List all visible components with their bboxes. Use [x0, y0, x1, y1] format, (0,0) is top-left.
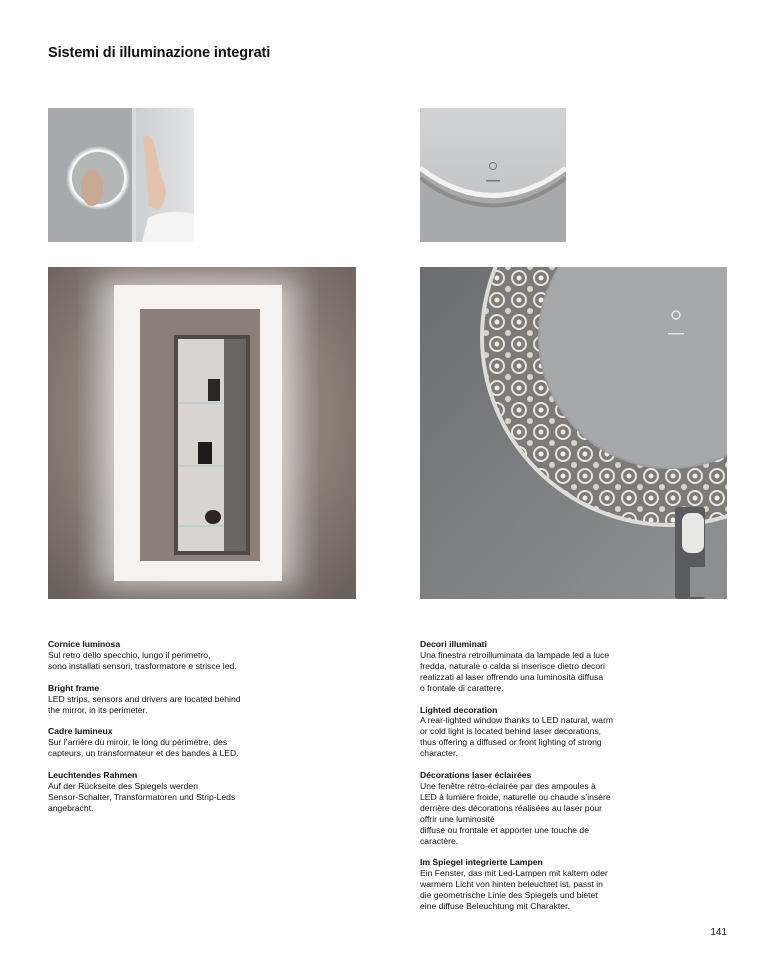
- block-line: realizzati al laser offrendo una luminosità diffusa: [420, 671, 604, 682]
- block-line: A rear-lighted window thanks to LED natural, warm: [420, 715, 613, 726]
- block-line: diffuse ou frontale et apporter une touche de: [420, 824, 589, 835]
- block-line: Une fenêtre rétro-éclairée par des ampoules à: [420, 780, 596, 791]
- block-line: die geometrische Linie des Spiegels und bietet: [420, 890, 598, 901]
- right-text-column: [420, 639, 720, 923]
- block-line: character.: [420, 748, 458, 759]
- block-line: angebracht.: [48, 802, 94, 813]
- block-line: o frontale di carattere.: [420, 682, 504, 693]
- text-block-bright-frame: [48, 683, 328, 716]
- block-line: Sur l’arrière du miroir, le long du périmètre, des: [48, 737, 228, 748]
- block-heading: Decori illuminati: [420, 639, 487, 649]
- page-number: 141: [710, 927, 727, 938]
- page-title: Sistemi di illuminazione integrati: [48, 45, 271, 61]
- block-heading: Lighted decoration: [420, 704, 498, 715]
- block-line: the mirror, in its perimeter.: [48, 704, 148, 715]
- block-line: fredda, naturale o calda si inserisce dietro decori: [420, 660, 605, 671]
- block-line: or cold light is located behind laser decorations,: [420, 726, 602, 737]
- block-heading: Im Spiegel integrierte Lampen: [420, 857, 543, 868]
- block-line: derrière des décorations réalisées au laser pour: [420, 802, 603, 813]
- sensor-hand-photo: [48, 108, 194, 242]
- block-line: thus offering a diffused or front lighting of strong: [420, 737, 602, 748]
- block-line: Ein Fenster, das mit Led-Lampen mit kaltem oder: [420, 868, 608, 879]
- left-text-column: [48, 639, 328, 825]
- text-block-decorations-laser: [420, 770, 720, 846]
- block-heading: Décorations laser éclairées: [420, 770, 532, 781]
- block-heading: Bright frame: [48, 682, 100, 693]
- text-block-lighted-decoration: [420, 705, 720, 760]
- illuminated-decoration-mirror-photo: [420, 267, 727, 599]
- block-line: warmem Licht von hinten beleuchtet ist, passt in: [420, 879, 603, 890]
- text-block-leuchtendes-rahmen: [48, 770, 328, 814]
- text-block-decori-illuminati: [420, 639, 720, 694]
- block-line: LED strips, sensors and drivers are located behind: [48, 693, 241, 704]
- block-line: Sul retro dello specchio, lungo il perimetro,: [48, 649, 211, 660]
- text-block-cadre-lumineux: [48, 726, 328, 759]
- block-heading: Leuchtendes Rahmen: [48, 770, 138, 781]
- block-line: Sensor-Schalter, Transformatoren und Strip-Leds: [48, 791, 236, 802]
- block-line: LED à lumière froide, naturelle ou chaude s’insère: [420, 791, 611, 802]
- block-line: caractère.: [420, 835, 459, 846]
- block-line: Una finestra retroilluminata da lampade led a luce: [420, 649, 610, 660]
- round-mirror-sensor-photo: [420, 108, 566, 242]
- block-line: Auf der Rückseite des Spiegels werden: [48, 781, 198, 792]
- block-line: offrir une luminosité: [420, 813, 495, 824]
- text-block-cornice-luminosa: [48, 639, 328, 672]
- block-heading: Cornice luminosa: [48, 639, 121, 649]
- block-line: capteurs, un transformateur et des bandes à LED.: [48, 748, 239, 759]
- text-block-im-spiegel: [420, 857, 720, 912]
- block-line: eine diffuse Beleuchtung mit Charakter.: [420, 901, 570, 912]
- block-heading: Cadre lumineux: [48, 726, 113, 737]
- block-line: sono installati sensori, trasformatore e strisce led.: [48, 660, 237, 671]
- backlit-frame-mirror-photo: [48, 267, 356, 599]
